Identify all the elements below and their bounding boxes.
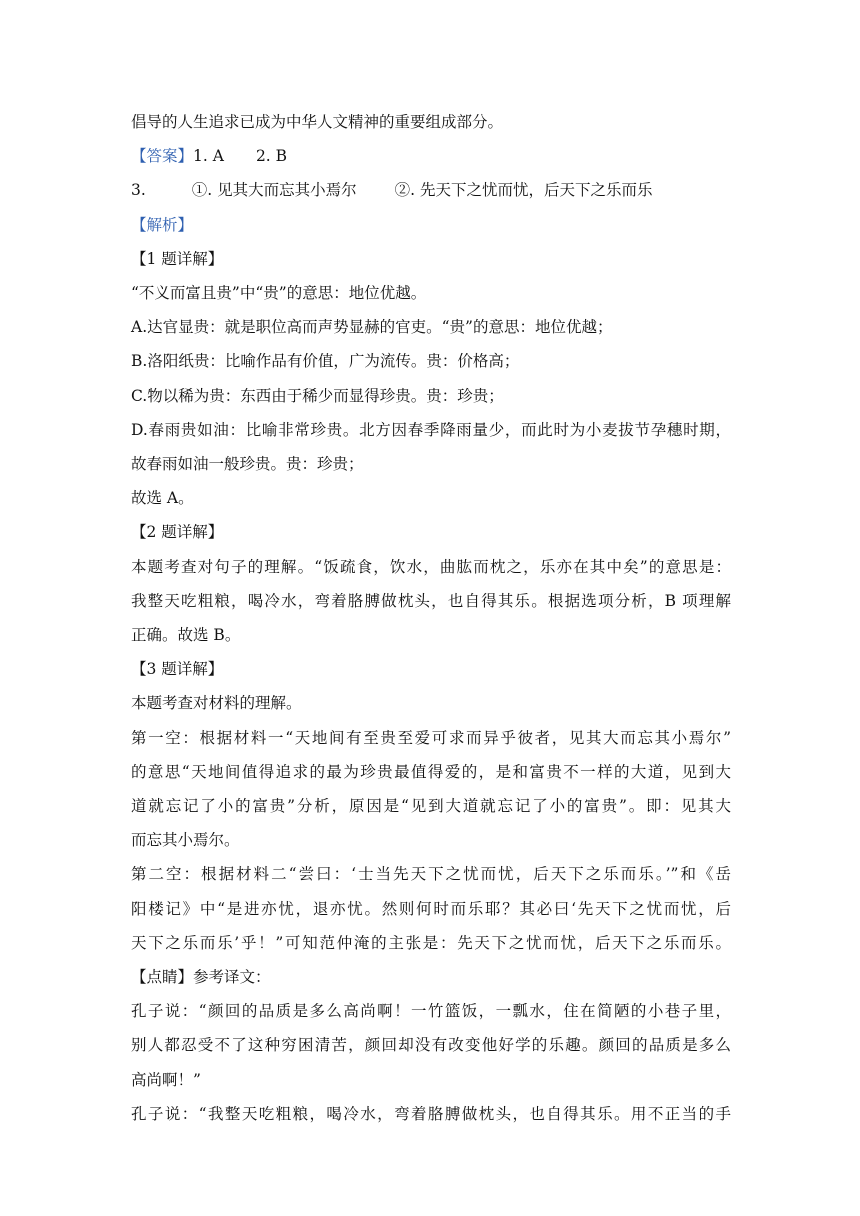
text-line: 而忘其小焉尔。	[131, 831, 240, 850]
answer-3-blank-1: ①. 见其大而忘其小焉尔	[191, 181, 357, 200]
text-line: 别人都忍受不了这种穷困清苦，颜回却没有改变他好学的乐趣。颜回的品质是多么	[131, 1036, 731, 1055]
answer-2: 2. B	[255, 147, 288, 166]
section-heading-1: 【1 题详解】	[131, 249, 224, 268]
document-body	[131, 105, 731, 1131]
text-line: 第一空：根据材料一“天地间有至贵至爱可求而异乎彼者，见其大而忘其小焉尔”	[131, 728, 731, 747]
answer-3-blank-2: ②. 先天下之忧而忧，后天下之乐而乐	[394, 181, 653, 200]
text-line: 孔子说：“我整天吃粗粮，喝冷水，弯着胳膊做枕头，也自得其乐。用不正当的手	[131, 1104, 731, 1123]
option-b-line: B.洛阳纸贵：比喻作品有价值，广为流传。贵：价格高；	[131, 352, 520, 371]
text-line: 正确。故选 B。	[131, 626, 241, 645]
text-line: 的意思“天地间值得追求的最为珍贵最值得爱的，是和富贵不一样的大道，见到大	[131, 762, 731, 781]
text-line: 道就忘记了小的富贵”分析，原因是“见到大道就忘记了小的富贵”。即：见其大	[131, 797, 731, 816]
text-line: 倡导的人生追求已成为中华人文精神的重要组成部分。	[131, 113, 504, 131]
text-line: 我整天吃粗粮，喝冷水，弯着胳膊做枕头，也自得其乐。根据选项分析，B 项理解	[131, 591, 731, 610]
text-line: 本题考查对材料的理解。	[131, 694, 302, 713]
text-line: 第二空：根据材料二“尝曰：‘士当先天下之忧而忧，后天下之乐而乐。’”和《岳	[131, 865, 731, 884]
text-line: “不义而富且贵”中“贵”的意思：地位优越。	[131, 284, 427, 303]
text-line: 阳楼记》中“是进亦忧，退亦忧。然则何时而乐耶？其必曰‘先天下之忧而忧，后	[131, 899, 731, 918]
answer-line	[131, 139, 731, 173]
text-line: 天下之乐而乐’乎！”可知范仲淹的主张是：先天下之忧而忧，后天下之乐而乐。	[131, 933, 731, 952]
text-line: 孔子说：“颜回的品质是多么高尚啊！一竹篮饭，一瓢水，住在简陋的小巷子里，	[131, 1002, 731, 1021]
text-line: 高尚啊！”	[131, 1070, 201, 1089]
section-heading-2: 【2 题详解】	[131, 523, 224, 542]
section-heading-3: 【3 题详解】	[131, 660, 224, 679]
text-line: 故春雨如油一般珍贵。贵：珍贵；	[131, 455, 364, 474]
text-line: 本题考查对句子的理解。“饭疏食，饮水，曲肱而枕之，乐亦在其中矣”的意思是：	[131, 557, 731, 576]
answer-tag: 【答案】	[131, 147, 194, 166]
text-line: 故选 A。	[131, 489, 194, 508]
answer-3-line	[131, 173, 731, 207]
analysis-tag: 【解析】	[131, 215, 194, 234]
answer-1: 1. A	[193, 147, 224, 166]
option-c-line: C.物以稀为贵：东西由于稀少而显得珍贵。贵：珍贵；	[131, 386, 504, 405]
section-heading-4: 【点睛】参考译文：	[131, 968, 271, 987]
option-a-line: A.达官显贵：就是职位高而声势显赫的官吏。“贵”的意思：地位优越；	[131, 318, 613, 337]
answer-3-number: 3.	[131, 181, 146, 200]
option-d-line: D.春雨贵如油：比喻非常珍贵。北方因春季降雨量少，而此时为小麦拔节孕穗时期，	[131, 420, 731, 439]
